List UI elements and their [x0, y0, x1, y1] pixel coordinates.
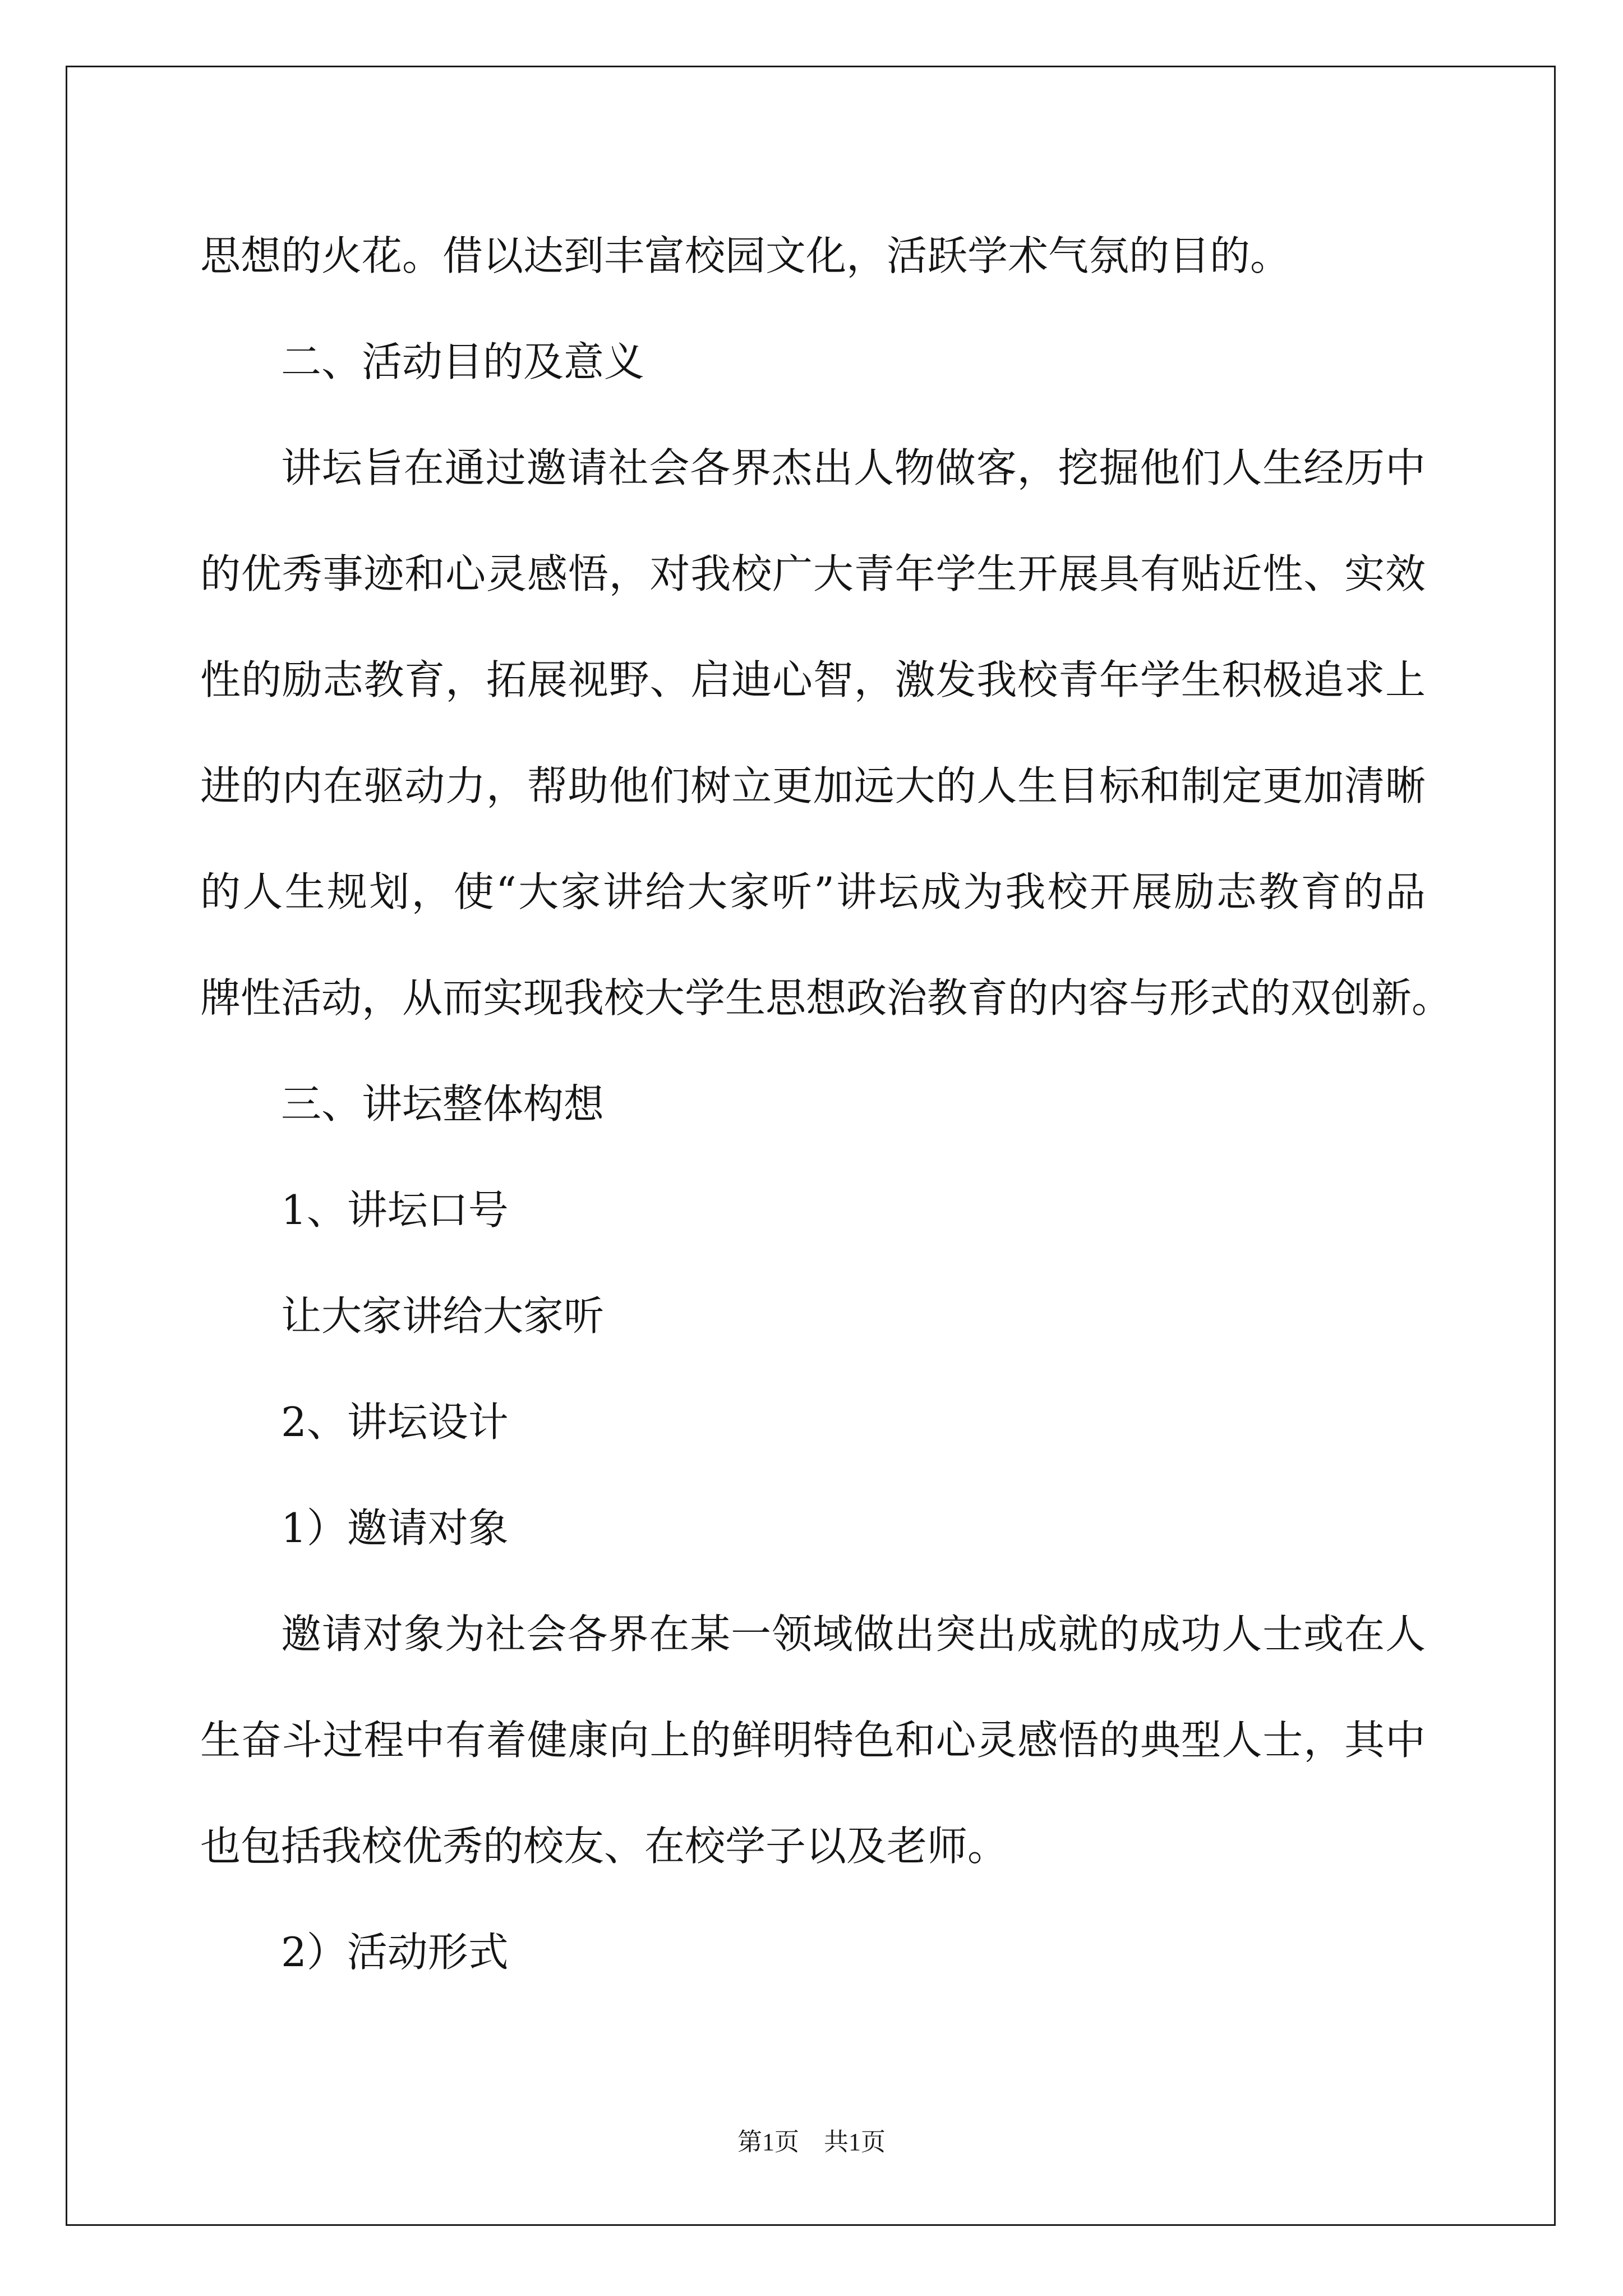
paragraph-line: 1）邀请对象 [281, 1504, 509, 1552]
paragraph-line: 牌性活动，从而实现我校大学生思想政治教育的内容与形式的双创新。 [200, 974, 1453, 1022]
paragraph-line: 生奋斗过程中有着健康向上的鲜明特色和心灵感悟的典型人士，其中 [200, 1717, 1426, 1764]
paragraph [200, 203, 1426, 309]
paragraph-line: 思想的火花。借以达到丰富校园文化，活跃学术气氛的目的。 [200, 232, 1291, 279]
paragraph-line: 二、活动目的及意义 [281, 338, 645, 385]
paragraph-line: 让大家讲给大家听 [281, 1292, 605, 1340]
paragraph-line: 也包括我校优秀的校友、在校学子以及老师。 [200, 1823, 1008, 1870]
paragraph [200, 1051, 1426, 1157]
paragraph-line: 1、讲坛口号 [281, 1186, 509, 1234]
paragraph-line: 讲坛旨在通过邀请社会各界杰出人物做客，挖掘他们人生经历中 [281, 444, 1426, 491]
paragraph [200, 309, 1426, 415]
paragraph [200, 1581, 1426, 1899]
paragraph-line: 进的内在驱动力，帮助他们树立更加远大的人生目标和制定更加清晰 [200, 762, 1426, 809]
paragraph [200, 1157, 1426, 1263]
page-footer [0, 2128, 1623, 2157]
page-number: 第1页 [737, 2128, 799, 2156]
body-text [200, 203, 1453, 2005]
paragraph-line: 性的励志教育，拓展视野、启迪心智，激发我校青年学生积极追求上 [200, 656, 1426, 703]
paragraph-line: 三、讲坛整体构想 [281, 1080, 605, 1128]
paragraph-line: 的优秀事迹和心灵感悟，对我校广大青年学生开展具有贴近性、实效 [200, 550, 1426, 597]
paragraph-line: 2）活动形式 [281, 1929, 509, 1976]
paragraph [200, 1263, 1426, 1369]
paragraph [200, 415, 1453, 1051]
paragraph-line: 的人生规划，使“大家讲给大家听”讲坛成为我校开展励志教育的品 [200, 868, 1426, 915]
paragraph [200, 1475, 1426, 1581]
page-total: 共1页 [824, 2128, 886, 2156]
paragraph-line: 邀请对象为社会各界在某一领域做出突出成就的成功人士或在人 [281, 1611, 1426, 1658]
paragraph-line: 2、讲坛设计 [281, 1398, 509, 1446]
paragraph [200, 1899, 1426, 2005]
paragraph [200, 1369, 1426, 1475]
